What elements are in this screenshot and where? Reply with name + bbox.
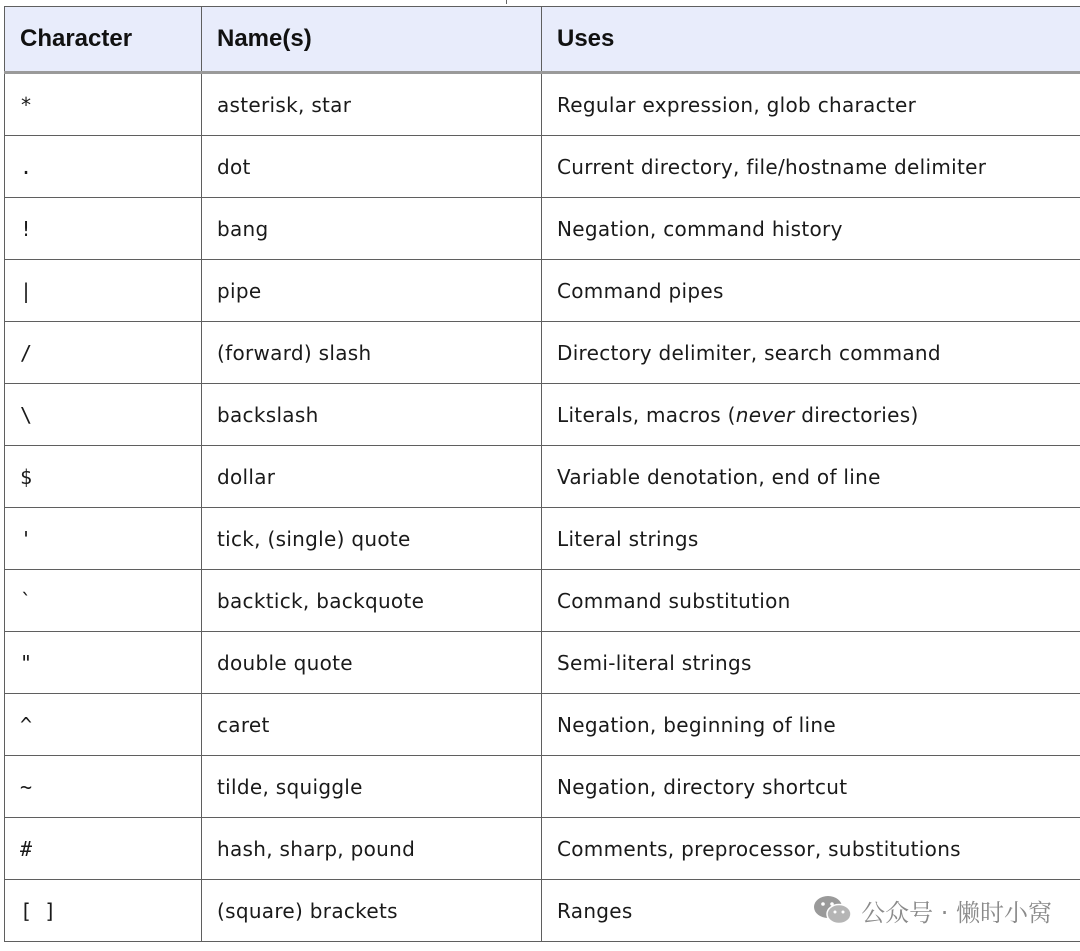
special-characters-table bbox=[4, 6, 1080, 942]
uses-cell: Comments, preprocessor, substitutions bbox=[542, 818, 1080, 880]
names-cell: asterisk, star bbox=[202, 73, 542, 136]
uses-cell: Regular expression, glob character bbox=[542, 73, 1080, 136]
character-cell: ~ bbox=[5, 756, 202, 818]
table-row bbox=[5, 446, 1080, 508]
watermark bbox=[813, 890, 1052, 930]
names-cell: tick, (single) quote bbox=[202, 508, 542, 570]
table-row bbox=[5, 694, 1080, 756]
table-row bbox=[5, 818, 1080, 880]
table-row bbox=[5, 322, 1080, 384]
character-cell: $ bbox=[5, 446, 202, 508]
uses-cell: Command substitution bbox=[542, 570, 1080, 632]
uses-cell: Literal strings bbox=[542, 508, 1080, 570]
uses-cell bbox=[542, 384, 1080, 446]
names-cell: tilde, squiggle bbox=[202, 756, 542, 818]
names-cell: dot bbox=[202, 136, 542, 198]
character-cell: ` bbox=[5, 570, 202, 632]
uses-cell: Semi-literal strings bbox=[542, 632, 1080, 694]
character-cell: # bbox=[5, 818, 202, 880]
table-row bbox=[5, 632, 1080, 694]
uses-cell: Command pipes bbox=[542, 260, 1080, 322]
top-edge-mark bbox=[506, 0, 507, 4]
character-cell: * bbox=[5, 73, 202, 136]
column-header-character: Character bbox=[5, 7, 202, 73]
character-cell: ' bbox=[5, 508, 202, 570]
column-header-uses: Uses bbox=[542, 7, 1080, 73]
names-cell: double quote bbox=[202, 632, 542, 694]
uses-cell: Variable denotation, end of line bbox=[542, 446, 1080, 508]
names-cell: caret bbox=[202, 694, 542, 756]
uses-cell: Directory delimiter, search command bbox=[542, 322, 1080, 384]
names-cell: (square) brackets bbox=[202, 880, 542, 942]
table-row bbox=[5, 198, 1080, 260]
table-row bbox=[5, 756, 1080, 818]
uses-cell: Current directory, file/hostname delimiter bbox=[542, 136, 1080, 198]
character-cell: \ bbox=[5, 384, 202, 446]
character-cell: " bbox=[5, 632, 202, 694]
column-header-names: Name(s) bbox=[202, 7, 542, 73]
names-cell: bang bbox=[202, 198, 542, 260]
uses-cell: Ranges bbox=[542, 880, 1080, 942]
names-cell: backslash bbox=[202, 384, 542, 446]
table-row bbox=[5, 508, 1080, 570]
names-cell: backtick, backquote bbox=[202, 570, 542, 632]
names-cell: hash, sharp, pound bbox=[202, 818, 542, 880]
uses-cell: Negation, directory shortcut bbox=[542, 756, 1080, 818]
table-row bbox=[5, 260, 1080, 322]
character-cell: | bbox=[5, 260, 202, 322]
wechat-icon bbox=[813, 894, 853, 926]
uses-cell: Negation, command history bbox=[542, 198, 1080, 260]
uses-cell: Negation, beginning of line bbox=[542, 694, 1080, 756]
uses-text: Literals, macros ( bbox=[557, 402, 736, 427]
table-row bbox=[5, 136, 1080, 198]
character-cell: / bbox=[5, 322, 202, 384]
watermark-text: 公众号 · 懒时小窝 bbox=[861, 898, 1052, 927]
names-cell: dollar bbox=[202, 446, 542, 508]
table-row bbox=[5, 73, 1080, 136]
table-row bbox=[5, 384, 1080, 446]
names-cell: (forward) slash bbox=[202, 322, 542, 384]
uses-text: directories) bbox=[794, 402, 919, 427]
uses-emphasis: never bbox=[735, 402, 795, 427]
character-cell: . bbox=[5, 136, 202, 198]
table-row bbox=[5, 570, 1080, 632]
character-cell: ^ bbox=[5, 694, 202, 756]
names-cell: pipe bbox=[202, 260, 542, 322]
table-header-row bbox=[5, 7, 1080, 73]
character-cell: [ ] bbox=[5, 880, 202, 942]
character-cell: ! bbox=[5, 198, 202, 260]
